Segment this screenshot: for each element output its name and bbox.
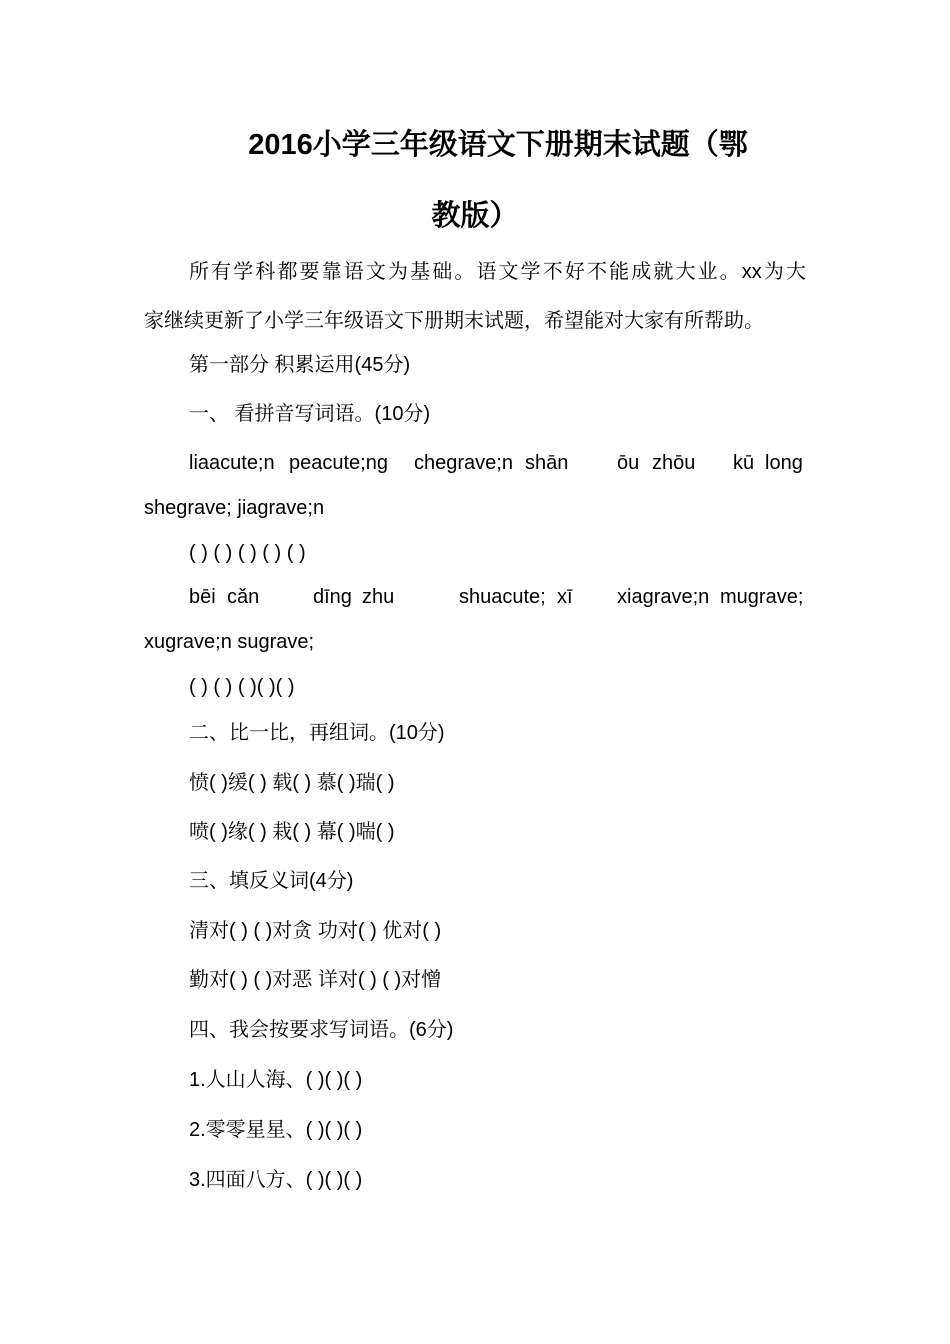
answer-blanks-row-1: ( ) ( ) ( ) ( ) ( ): [189, 542, 306, 564]
pinyin-word: dīng: [313, 586, 352, 608]
pinyin-word: bēi: [189, 586, 216, 608]
pinyin-word: mugrave;: [720, 586, 804, 608]
question2-row-2: 喷( )缘( ) 栽( ) 幕( )喘( ): [189, 821, 395, 843]
question4-item-2: 2.零零星星、( )( )( ): [189, 1119, 363, 1141]
pinyin-word: chegrave;n: [414, 452, 513, 474]
question1-heading: 一、 看拼音写词语。(10分): [189, 403, 431, 425]
pinyin-word: long: [765, 452, 803, 474]
pinyin-word: shān: [525, 452, 569, 474]
question4-heading: 四、我会按要求写词语。(6分): [189, 1019, 454, 1041]
document-title-line2: 教版）: [431, 200, 519, 232]
question3-row-2: 勤对( ) ( )对恶 详对( ) ( )对憎: [189, 969, 442, 991]
pinyin-word: zhōu: [652, 452, 696, 474]
question3-row-1: 清对( ) ( )对贪 功对( ) 优对( ): [189, 920, 442, 942]
part1-heading: 第一部分 积累运用(45分): [189, 354, 411, 376]
pinyin-word: xiagrave;n: [617, 586, 710, 608]
intro-paragraph-line2: 家继续更新了小学三年级语文下册期末试题，希望能对大家有所帮助。: [144, 310, 764, 332]
pinyin-word: shuacute;: [459, 586, 546, 608]
pinyin-word: kū: [733, 452, 755, 474]
answer-blanks-row-2: ( ) ( ) ( )( )( ): [189, 676, 295, 698]
pinyin-word: peacute;ng: [289, 452, 388, 474]
pinyin-row-1-wrap: shegrave; jiagrave;n: [144, 497, 325, 519]
pinyin-word: liaacute;n: [189, 452, 275, 474]
question4-item-3: 3.四面八方、( )( )( ): [189, 1169, 363, 1191]
intro-paragraph-line1: 所有学科都要靠语文为基础。语文学不好不能成就大业。xx为大: [189, 261, 806, 283]
question2-heading: 二、比一比，再组词。(10分): [189, 722, 445, 744]
pinyin-word: cǎn: [227, 586, 260, 608]
document-title-line1: 2016小学三年级语文下册期末试题（鄂: [248, 129, 748, 161]
pinyin-word: zhu: [362, 586, 395, 608]
pinyin-word: ōu: [617, 452, 640, 474]
question2-row-1: 愤( )缓( ) 载( ) 慕( )瑞( ): [189, 772, 395, 794]
pinyin-word: xī: [557, 586, 573, 608]
pinyin-row-2-wrap: xugrave;n sugrave;: [144, 631, 315, 653]
question4-item-1: 1.人山人海、( )( )( ): [189, 1069, 363, 1091]
question3-heading: 三、填反义词(4分): [189, 870, 354, 892]
